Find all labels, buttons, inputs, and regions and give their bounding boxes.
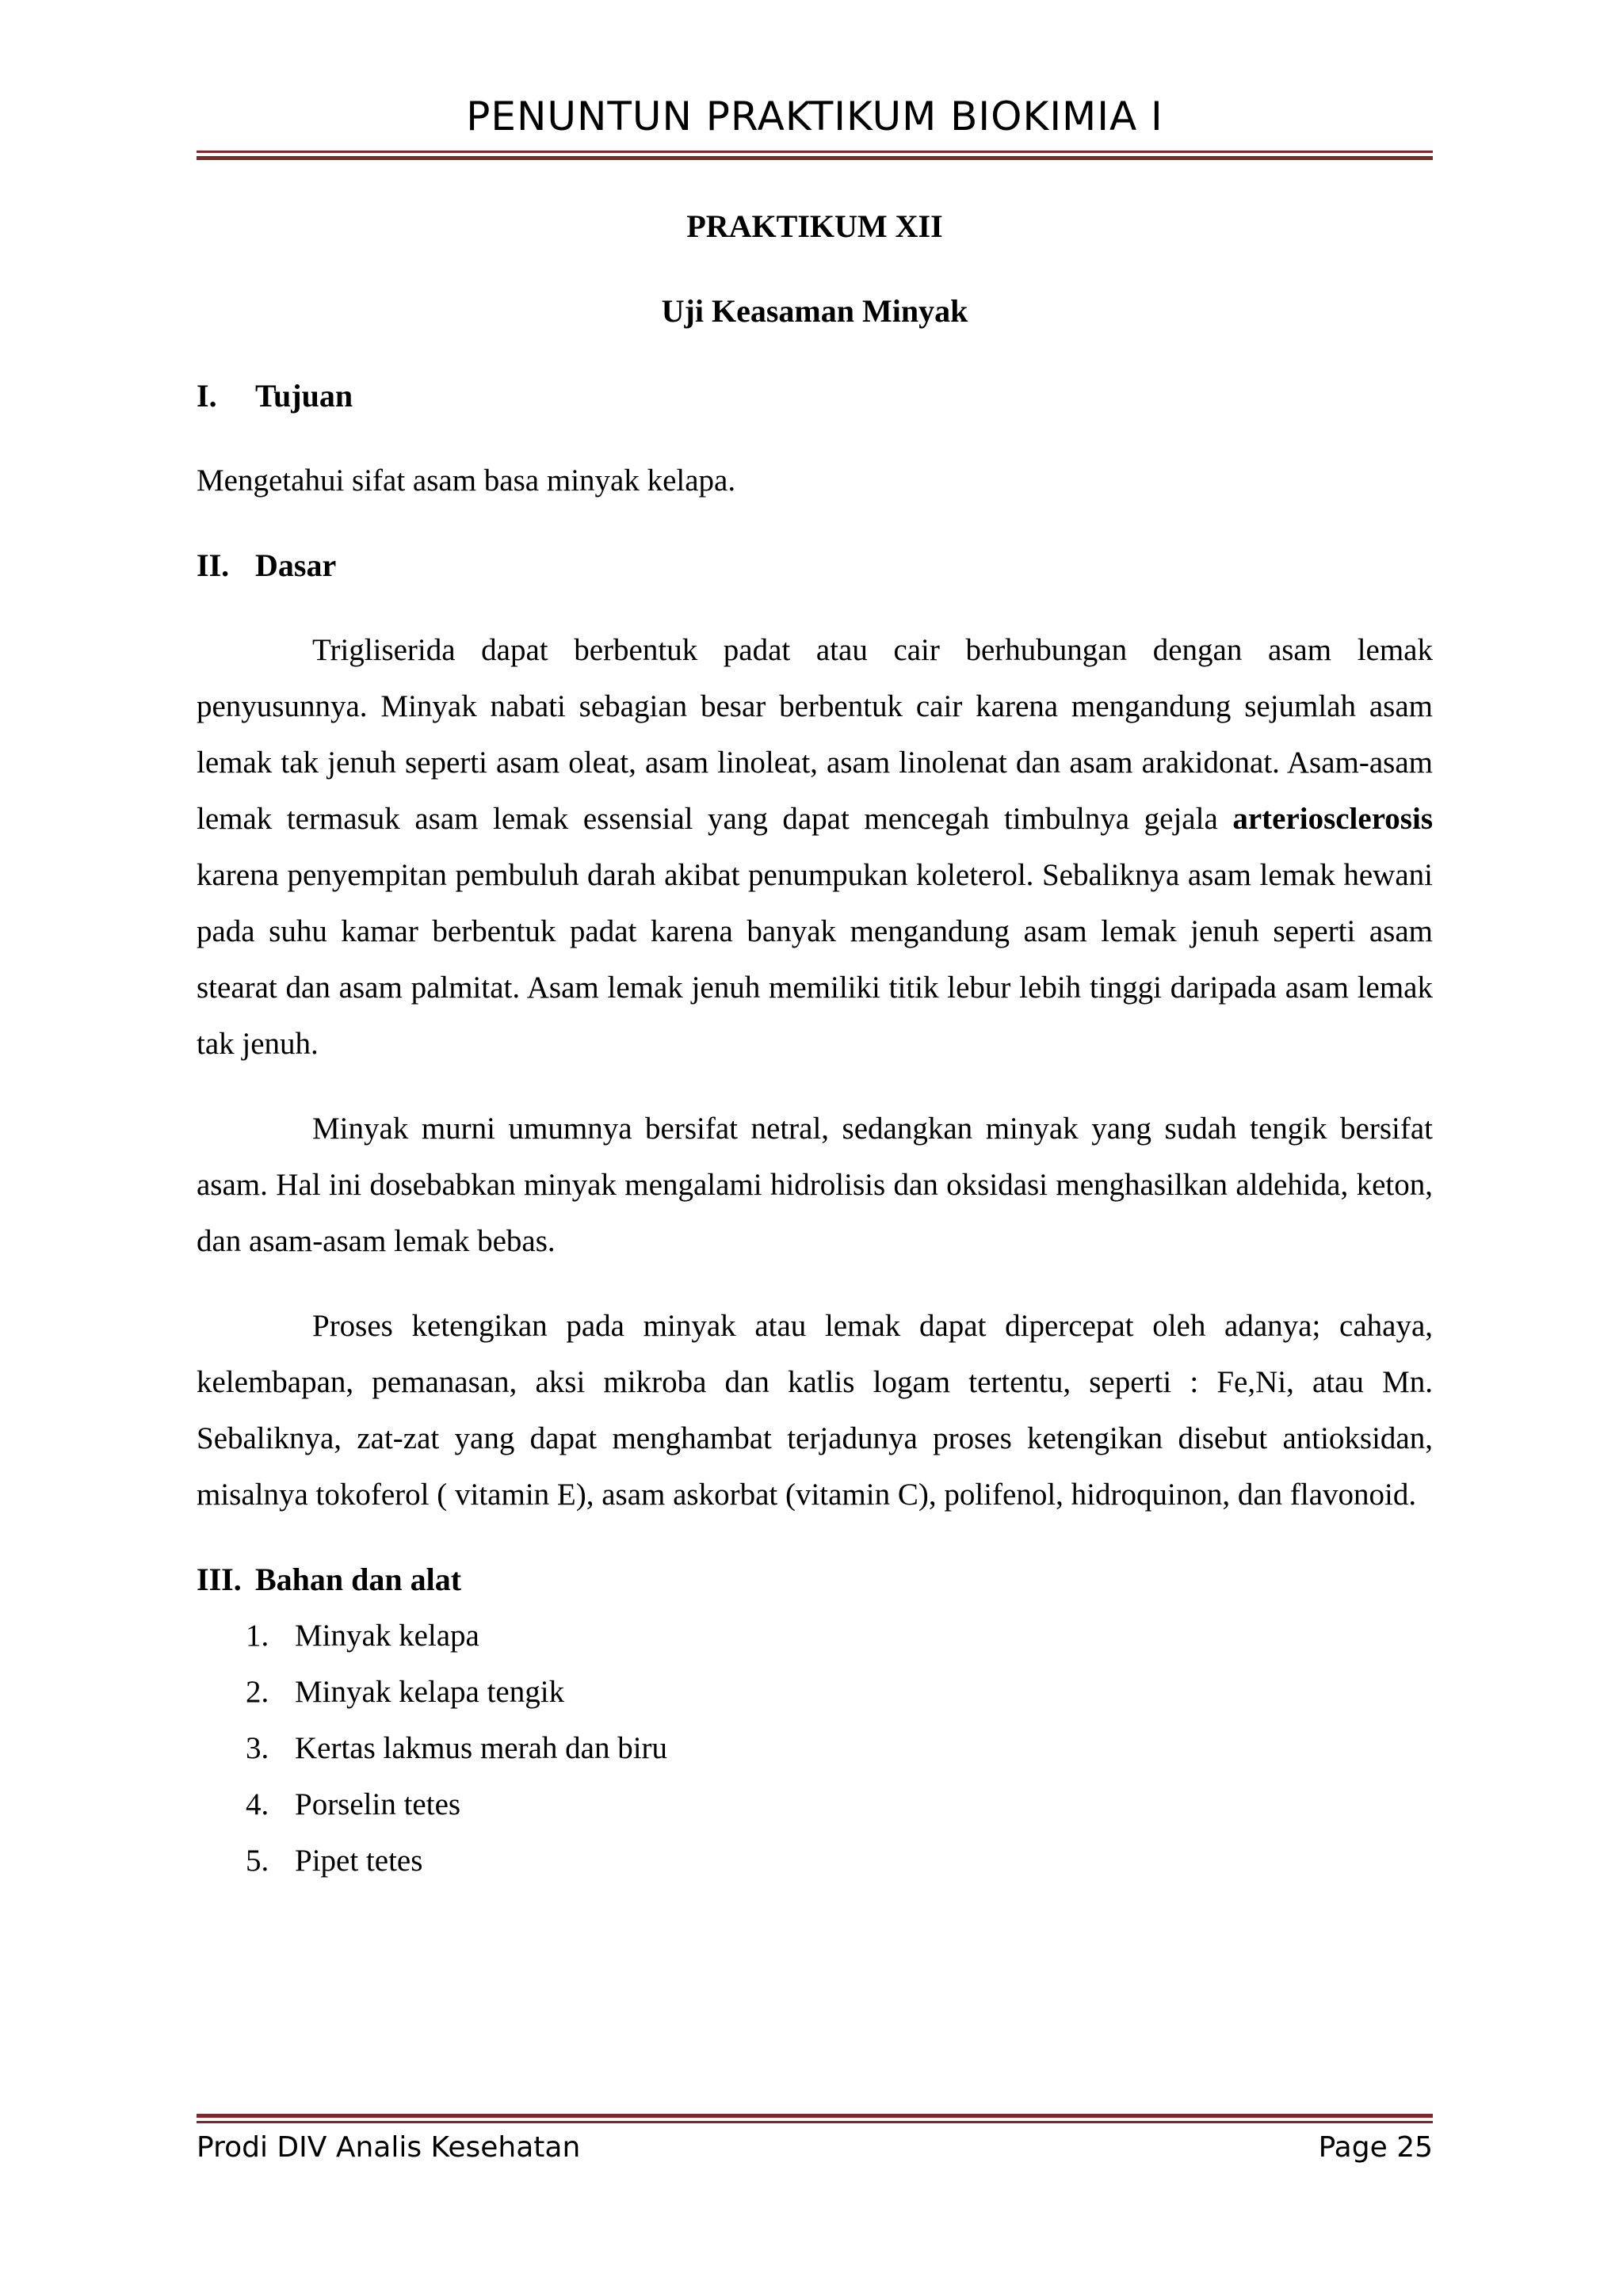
list-item-number: 3. xyxy=(246,1731,269,1765)
list-item xyxy=(197,1608,1433,1664)
dasar-paragraph-3: Proses ketengikan pada minyak atau lemak dapat dipercepat oleh adanya; cahaya, kelembapan, pemanasan, aksi mikroba dan katlis logam tertentu, seperti : Fe,Ni, atau Mn. Sebaliknya, zat-zat yang dapat menghambat terjadunya proses ketengikan disebut antioksidan, misalnya tokoferol ( vitamin E), asam askorbat (vitamin C), polifenol, hidroquinon, dan flavonoid. xyxy=(197,1309,1433,1512)
section-number: III. xyxy=(197,1562,242,1597)
list-item-number: 4. xyxy=(246,1787,269,1821)
dasar-paragraph-1 xyxy=(197,622,1433,1072)
header-rule xyxy=(197,151,1433,160)
section-heading-label: Tujuan xyxy=(255,378,353,414)
footer-program-name: Prodi DIV Analis Kesehatan xyxy=(197,2131,581,2164)
list-item xyxy=(197,1720,1433,1776)
list-item-text: Kertas lakmus merah dan biru xyxy=(295,1731,668,1765)
page-header-title: PENUNTUN PRAKTIKUM BIOKIMIA I xyxy=(466,93,1163,139)
list-item-text: Pipet tetes xyxy=(295,1844,423,1878)
list-item-number: 1. xyxy=(246,1619,269,1653)
tujuan-text: Mengetahui sifat asam basa minyak kelapa. xyxy=(197,463,736,498)
section-heading-label: Bahan dan alat xyxy=(255,1562,462,1597)
section-number: II. xyxy=(197,547,230,583)
dasar-paragraph-1-bold-term: arteriosclerosis xyxy=(1232,802,1433,836)
list-item-number: 2. xyxy=(246,1675,269,1709)
bahan-list xyxy=(197,1608,1433,1889)
list-item xyxy=(197,1776,1433,1833)
section-heading-label: Dasar xyxy=(255,547,337,583)
list-item-text: Minyak kelapa tengik xyxy=(295,1675,565,1709)
section-heading-dasar xyxy=(197,537,1433,593)
list-item-text: Porselin tetes xyxy=(295,1787,461,1821)
document-title: PRAKTIKUM XII xyxy=(686,208,943,244)
section-number: I. xyxy=(197,378,217,414)
section-heading-bahan xyxy=(197,1551,1433,1608)
list-item-text: Minyak kelapa xyxy=(295,1619,479,1653)
page-number: Page 25 xyxy=(1318,2131,1433,2164)
section-heading-tujuan xyxy=(197,368,1433,424)
list-item-number: 5. xyxy=(246,1844,269,1878)
list-item xyxy=(197,1833,1433,1889)
footer-rule xyxy=(197,2114,1433,2123)
list-item xyxy=(197,1664,1433,1720)
dasar-paragraph-2: Minyak murni umumnya bersifat netral, sedangkan minyak yang sudah tengik bersifat asam. Hal ini dosebabkan minyak mengalami hidrolisis dan oksidasi menghasilkan aldehida, keton, dan asam-asam lemak bebas. xyxy=(197,1112,1433,1258)
dasar-paragraph-1-part-a: Trigliserida dapat berbentuk padat atau cair berhubungan dengan asam lemak penyusunnya. Minyak nabati sebagian besar berbentuk cair karena mengandung sejumlah asam lemak tak jenuh seperti asam oleat, asam linoleat, asam linolenat dan asam arakidonat. Asam-asam lemak termasuk asam lemak essensial yang dapat mencegah timbulnya gejala xyxy=(197,633,1433,836)
page-content xyxy=(197,198,1433,1889)
dasar-paragraph-1-part-b: karena penyempitan pembuluh darah akibat penumpukan koleterol. Sebaliknya asam lemak hewani pada suhu kamar berbentuk padat karena banyak mengandung asam lemak jenuh seperti asam stearat dan asam palmitat. Asam lemak jenuh memiliki titik lebur lebih tinggi daripada asam lemak tak jenuh. xyxy=(197,858,1433,1061)
document-subtitle: Uji Keasaman Minyak xyxy=(661,293,968,329)
